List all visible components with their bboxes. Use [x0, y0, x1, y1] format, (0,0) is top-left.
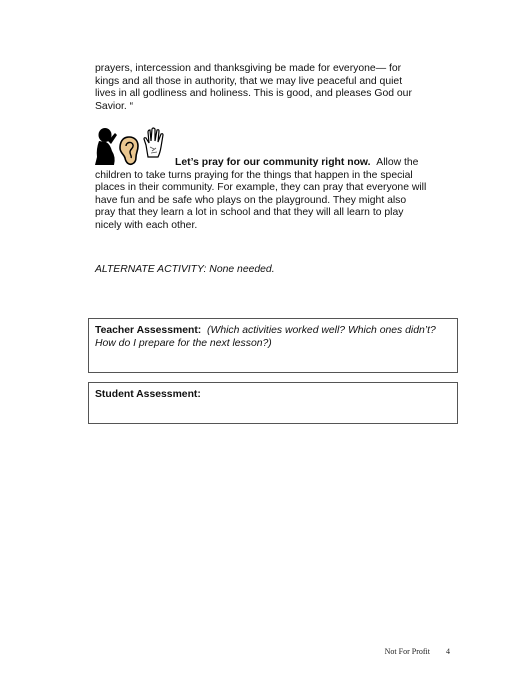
page-number: 4	[446, 647, 450, 656]
prayer-heading: Let’s pray for our community right now.	[175, 157, 371, 168]
hand-icon	[142, 127, 166, 159]
alternate-activity: ALTERNATE ACTIVITY: None needed.	[95, 264, 275, 275]
prayer-body: children to take turns praying for the things that happen in the special places in their community. For example, they can pray that everyone will have fun and be safe who plays on the playground. They might also pray that they learn a lot in school and that they will all learn to play nicely with each other.	[95, 169, 427, 231]
prayer-body-first: Allow the	[376, 157, 419, 168]
student-assessment-label: Student Assessment:	[95, 389, 201, 400]
prayer-activity	[95, 157, 428, 233]
footer-text: Not For Profit	[384, 647, 430, 656]
teacher-assessment-box[interactable]	[88, 318, 458, 373]
teacher-assessment-prompt: (Which activities worked well? Which ones didn’t? How do I prepare for the next lesson?)	[95, 325, 436, 349]
student-assessment-box[interactable]	[88, 382, 458, 424]
prayer-first-line	[95, 157, 428, 170]
page-footer	[385, 647, 450, 656]
scripture-passage: prayers, intercession and thanksgiving be made for everyone— for kings and all those in authority, that we may live peaceful and quiet lives in all godliness and holiness. This is good, and pleases God our Savior. “	[95, 63, 412, 112]
teacher-assessment-label: Teacher Assessment:	[95, 325, 202, 336]
